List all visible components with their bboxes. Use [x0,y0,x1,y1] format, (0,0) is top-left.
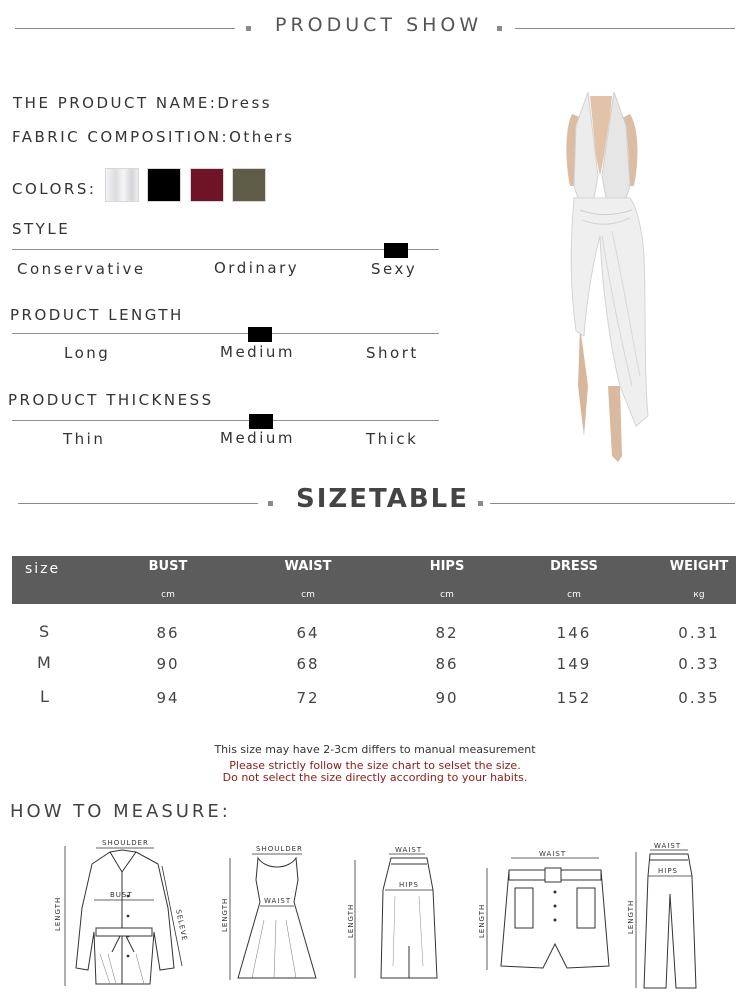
model-leg [608,386,622,462]
thickness-option-thin: Thin [63,430,106,448]
table-cell: 90 [435,689,459,707]
style-option-sexy: Sexy [371,260,418,278]
style-option-ordinary: Ordinary [214,259,300,277]
shorts-measure-diagram [475,848,615,978]
table-cell: 149 [556,655,592,673]
waist-label-dress: WAIST [264,897,292,905]
color-swatch-olive[interactable] [232,168,266,202]
table-cell: 0.33 [678,655,720,673]
colors-label: COLORS: [12,180,97,198]
length-option-medium: Medium [220,343,295,361]
thickness-scale-marker [249,414,273,429]
product-name: THE PRODUCT NAME:Dress [13,94,273,112]
size-table-header [12,556,736,604]
color-swatch-burgundy[interactable] [190,168,224,202]
header-rule-right [515,28,735,29]
table-cell: 72 [296,689,320,707]
size-warning-line1: Please strictly follow the size chart to selset the size. [229,759,521,772]
product-photo [540,86,670,466]
length-title: PRODUCT LENGTH [10,306,184,324]
waist-label-pants: WAIST [654,842,682,850]
length-label-shorts: LENGTH [478,903,486,938]
jacket-outline [76,850,174,984]
shoulder-label-dress: SHOULDER [256,845,303,853]
bust-label: BUST [110,891,133,899]
sleeve-label: SELEVE [174,908,189,943]
table-cell: 86 [435,655,459,673]
size-row-label-l: L [40,687,49,706]
size-row-label-s: S [39,622,50,641]
model-leg-left [578,326,588,436]
style-scale-marker [384,243,408,258]
weight-column-header: WEIGHT [669,559,729,574]
table-cell: 152 [556,689,592,707]
weight-unit: кg [693,590,705,600]
thickness-scale-line [12,420,439,421]
jacket-measure-diagram [50,836,195,996]
style-scale-line [12,249,439,250]
bust-unit: cm [161,590,175,600]
sizetable-dot-left [268,501,273,506]
header-rule-left [15,28,235,29]
waist-label-skirt: WAIST [395,846,423,854]
table-cell: 0.31 [678,624,720,642]
length-label-skirt: LENGTH [347,903,355,938]
dress-outline [238,858,316,978]
size-row-label-m: M [37,653,51,672]
header-dot-left [246,26,251,31]
length-scale-line [12,333,439,334]
size-column-header: size [25,561,61,577]
shoulder-label: SHOULDER [102,839,149,847]
waist-label-shorts: WAIST [539,850,567,858]
sizetable-rule-right [490,503,735,504]
style-option-conservative: Conservative [17,260,146,278]
length-label-dress: LENGTH [221,897,229,932]
header-dot-right [497,26,502,31]
table-cell: 94 [156,689,180,707]
hips-unit: cm [440,590,454,600]
page-title: PRODUCT SHOW [275,14,483,36]
length-option-short: Short [366,344,419,362]
pants-measure-diagram [624,842,704,992]
table-cell: 0.35 [678,689,720,707]
table-cell: 82 [435,624,459,642]
waist-unit: cm [301,590,315,600]
color-swatch-white[interactable] [105,168,139,202]
table-cell: 68 [296,655,320,673]
color-swatch-black[interactable] [147,168,181,202]
style-title: STYLE [12,220,71,238]
hips-column-header: HIPS [429,559,465,574]
bust-column-header: BUST [148,559,188,574]
dress-measure-diagram [218,840,318,990]
sizetable-title: SIZETABLE [296,484,469,514]
length-option-long: Long [64,344,111,362]
thickness-title: PRODUCT THICKNESS [8,391,214,409]
length-label-pants: LENGTH [627,899,635,934]
hips-label-skirt: HIPS [399,881,419,889]
table-cell: 86 [156,624,180,642]
fabric-composition: FABRIC COMPOSITION:Others [12,128,295,146]
table-cell: 146 [556,624,592,642]
waist-column-header: WAIST [284,559,332,574]
dress-column-header: DRESS [550,559,598,574]
dress-unit: cm [567,590,581,600]
hips-label-pants: HIPS [658,867,678,875]
thickness-option-thick: Thick [366,430,419,448]
table-cell: 90 [156,655,180,673]
sizetable-rule-left [18,503,258,504]
thickness-option-medium: Medium [220,429,295,447]
length-scale-marker [248,327,272,342]
skirt-measure-diagram [345,846,445,986]
table-cell: 64 [296,624,320,642]
how-to-measure-title: HOW TO MEASURE: [10,801,231,822]
length-label: LENGTH [54,896,62,931]
measurement-note: This size may have 2-3cm differs to manual measurement [214,743,536,756]
sizetable-dot-right [478,501,483,506]
size-warning-line2: Do not select the size directly according to your habits. [222,771,528,784]
